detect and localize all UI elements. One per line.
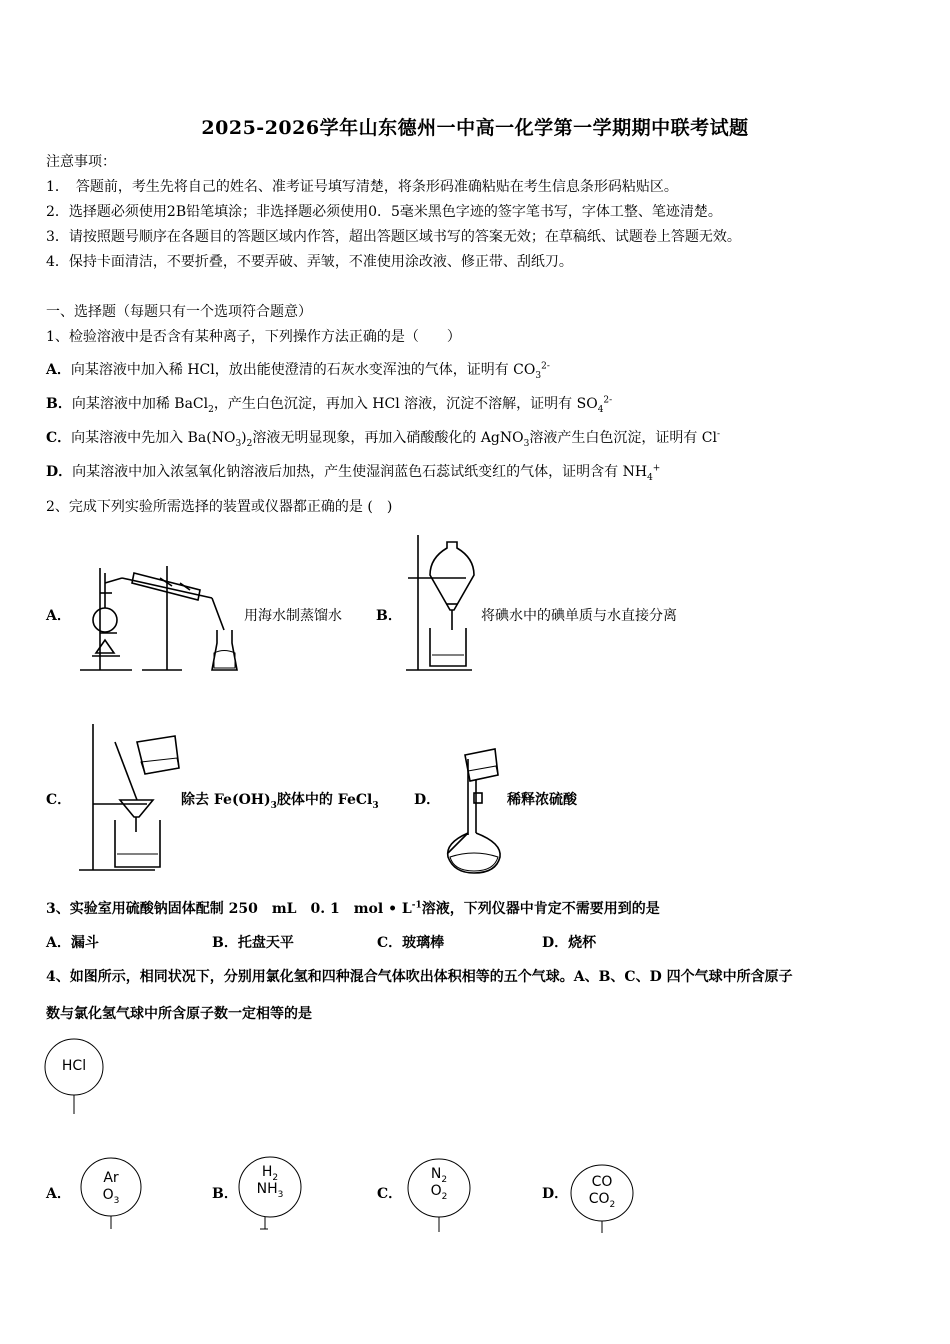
- balloon-c-line1: [406, 1166, 472, 1183]
- q1-d-sup: +: [652, 463, 661, 474]
- q1-c-sub2: 2: [246, 438, 253, 449]
- separatory-funnel-figure: [402, 530, 480, 675]
- q2-b-text: 将碘水中的碘单质与水直接分离: [481, 608, 677, 624]
- hcl-balloon: [43, 1038, 105, 1118]
- q2-a-label: A．: [46, 608, 71, 624]
- notice-heading: 注意事项：: [46, 154, 116, 170]
- q2-b-label: B．: [376, 608, 402, 624]
- q1-c-text3: 溶液无明显现象，再加入硝酸酸化的 AgNO: [252, 430, 524, 446]
- q1-a-label: A．: [46, 362, 71, 378]
- hcl-balloon-label: HCl: [61, 1058, 87, 1074]
- q1-b-sup: 2-: [603, 395, 613, 406]
- q3-c-label: C．: [377, 935, 403, 951]
- q3-d-label: D．: [542, 935, 569, 951]
- balloon-d-line2: [570, 1191, 634, 1208]
- q1-option-b: [46, 394, 612, 414]
- q1-a-text: 向某溶液中加入稀 HCl，放出能使澄清的石灰水变浑浊的气体，证明有 CO: [70, 362, 536, 378]
- balloon-b-line2-sub: 3: [277, 1189, 284, 1200]
- balloon-b-line1-sub: 2: [272, 1172, 279, 1183]
- q1-option-d: [46, 462, 660, 482]
- q3-b-label: B．: [212, 935, 238, 951]
- paper-title: 2025-2026学年山东德州一中高一化学第一学期期中联考试题: [201, 117, 749, 139]
- q2-c-text: [181, 790, 379, 810]
- q2-d-label: D．: [414, 792, 441, 808]
- q1-b-text2: ，产生白色沉淀，再加入 HCl 溶液，沉淀不溶解，证明有 SO: [213, 396, 598, 412]
- balloon-a-text: [80, 1170, 142, 1204]
- q2-a-text: 用海水制蒸馏水: [244, 608, 342, 624]
- q1-d-label: D．: [46, 464, 73, 480]
- q1-b-label: B．: [46, 396, 72, 412]
- distillation-apparatus-figure: [72, 548, 242, 678]
- q2-c-sub-1: 3: [270, 800, 277, 811]
- balloon-a-line2-sub: 3: [113, 1195, 120, 1206]
- balloon-d-line2-sub: 2: [609, 1199, 616, 1210]
- q2-c-text-1: 除去 Fe(OH): [181, 792, 271, 808]
- balloon-d-text: [570, 1174, 634, 1208]
- balloon-d-line2-main: CO: [588, 1191, 610, 1207]
- balloon-a-line2-main: O: [102, 1187, 114, 1203]
- balloon-b-line2: [238, 1181, 302, 1198]
- balloon-c-line2-main: O: [430, 1183, 442, 1199]
- q3-stem-sup: -1: [411, 900, 422, 911]
- q1-c-label: C．: [46, 430, 72, 446]
- q2-d-text: 稀释浓硫酸: [507, 792, 577, 808]
- q1-a-sup: 2-: [541, 361, 550, 372]
- q1-option-a: [46, 360, 550, 380]
- balloon-c-line1-main: N: [430, 1166, 442, 1182]
- q1-a-sub: 3: [535, 370, 542, 381]
- q1-c-sup: -: [717, 429, 721, 440]
- balloon-c-line2-sub: 2: [441, 1191, 448, 1202]
- q3-a-label: A．: [46, 935, 71, 951]
- q4-d-label: D．: [542, 1186, 569, 1202]
- q1-c-sub3: 3: [523, 438, 530, 449]
- q3-stem: [46, 899, 660, 919]
- q1-b-sub1: 2: [208, 404, 214, 415]
- filtration-apparatus-figure: [75, 722, 185, 877]
- q4-a-label: A．: [46, 1186, 71, 1202]
- q1-c-sub1: 3: [235, 438, 242, 449]
- q1-b-text: 向某溶液中加稀 BaCl: [71, 396, 209, 412]
- balloon-b-text: [238, 1164, 302, 1198]
- balloon-b-line1: [238, 1164, 302, 1181]
- notice-item-1: 1． 答题前，考生先将自己的姓名、准考证号填写清楚，将条形码准确粘贴在考生信息条形码粘贴区。: [46, 179, 678, 195]
- q3-option-b: [212, 933, 294, 953]
- q4-stem-1: 4、如图所示，相同状况下，分别用氯化氢和四种混合气体吹出体积相等的五个气球。A、B、C、D 四个气球中所含原子: [46, 969, 793, 985]
- q2-c-text-2: 胶体中的 FeCl: [276, 792, 373, 808]
- balloon-c-line1-sub: 2: [441, 1174, 448, 1185]
- section-heading: 一、选择题（每题只有一个选项符合题意）: [46, 304, 312, 320]
- q3-stem-a: 3、实验室用硫酸钠固体配制 250 mL 0. 1 mol • L: [46, 901, 412, 917]
- q2-stem: 2、完成下列实验所需选择的装置或仪器都正确的是 ( ): [46, 499, 393, 515]
- q2-c-sub-2: 3: [372, 800, 379, 811]
- balloon-b-line1-main: H: [261, 1164, 273, 1180]
- balloon-c-text: [406, 1166, 472, 1200]
- balloon-d-line1: CO: [591, 1174, 613, 1190]
- q2-c-label: C．: [46, 792, 72, 808]
- balloon-a-line1: Ar: [103, 1170, 119, 1186]
- notice-item-3: 3．请按照题号顺序在各题目的答题区域内作答，超出答题区域书写的答案无效；在草稿纸、试题卷上答题无效。: [46, 229, 741, 245]
- q3-option-a: [46, 933, 99, 953]
- balloon-a-line2: [80, 1187, 142, 1204]
- q4-c-label: C．: [377, 1186, 403, 1202]
- q3-option-c: [377, 933, 444, 953]
- q1-c-text4: 溶液产生白色沉淀，证明有 Cl: [529, 430, 717, 446]
- q1-c-text2: ): [241, 430, 247, 446]
- balloon-c-line2: [406, 1183, 472, 1200]
- q1-stem: 1、检验溶液中是否含有某种离子，下列操作方法正确的是（ ）: [46, 329, 461, 345]
- q3-option-d: [542, 933, 596, 953]
- q3-b-text: 托盘天平: [237, 935, 294, 951]
- q3-stem-b: 溶液，下列仪器中肯定不需要用到的是: [421, 901, 660, 917]
- notice-item-2: 2．选择题必须使用2B铅笔填涂；非选择题必须使用0．5毫米黑色字迹的签字笔书写，字体工整、笔迹清楚。: [46, 204, 722, 220]
- q1-option-c: [46, 428, 720, 448]
- q1-b-sub2: 4: [597, 404, 604, 415]
- q4-b-label: B．: [212, 1186, 238, 1202]
- q1-c-text: 向某溶液中先加入 Ba(NO: [71, 430, 236, 446]
- q3-a-text: 漏斗: [70, 935, 99, 951]
- q4-stem-2: 数与氯化氢气球中所含原子数一定相等的是: [46, 1006, 312, 1022]
- q1-d-sub: 4: [647, 472, 653, 483]
- q3-d-text: 烧杯: [568, 935, 597, 951]
- notice-item-4: 4．保持卡面清洁，不要折叠，不要弄破、弄皱，不准使用涂改液、修正带、刮纸刀。: [46, 254, 573, 270]
- volumetric-flask-figure: [440, 745, 510, 877]
- balloon-b-line2-main: NH: [256, 1181, 278, 1197]
- q1-d-text: 向某溶液中加入浓氢氧化钠溶液后加热，产生使湿润蓝色石蕊试纸变红的气体，证明含有 NH: [72, 464, 648, 480]
- q3-c-text: 玻璃棒: [402, 935, 445, 951]
